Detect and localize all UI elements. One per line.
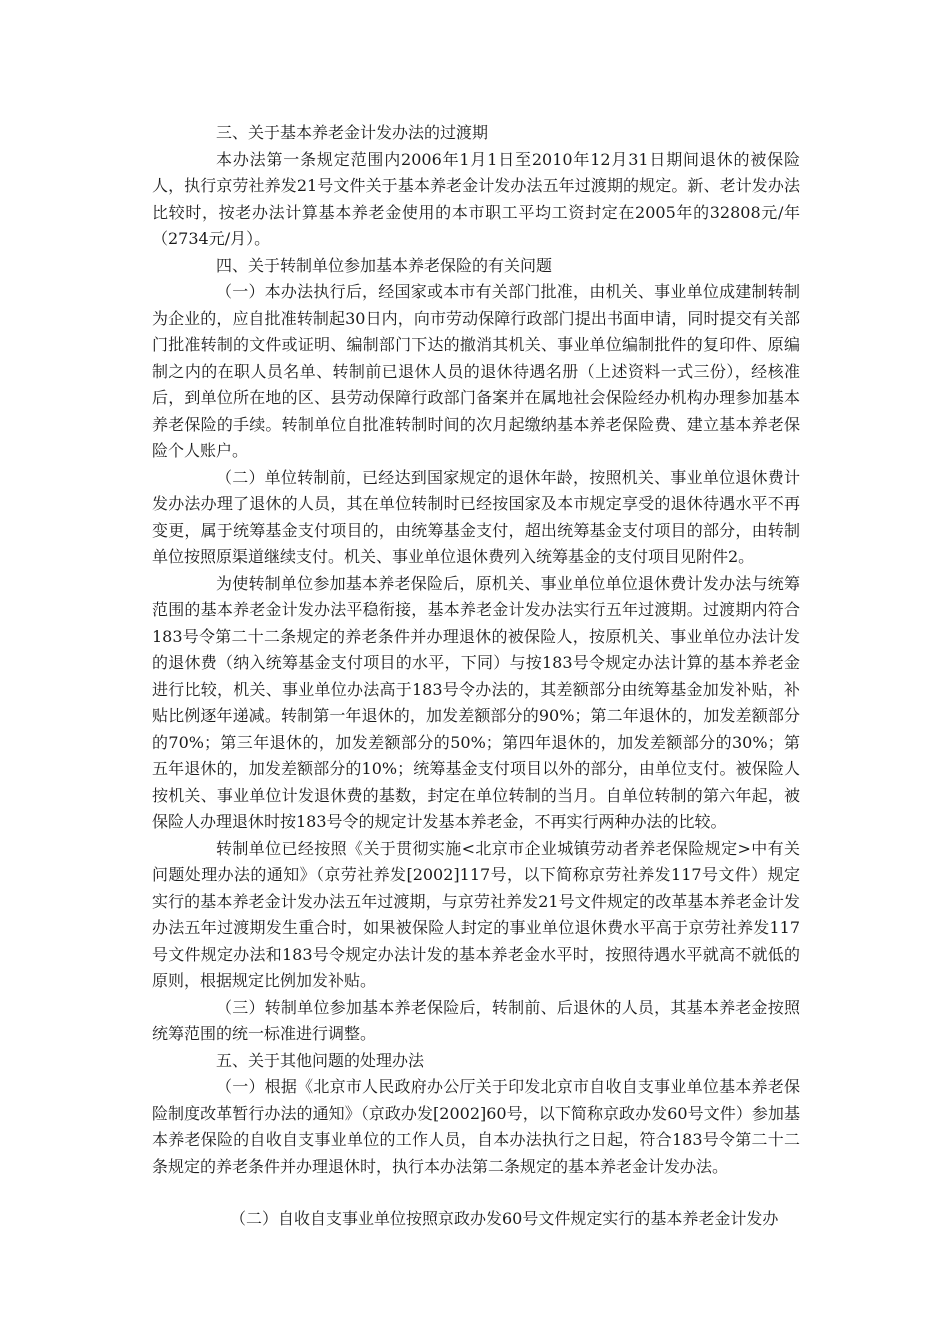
paragraph: （三）转制单位参加基本养老保险后，转制前、后退休的人员，其基本养老金按照统筹范围的统一标准进行调整。: [152, 997, 800, 1043]
paragraph: （一）根据《北京市人民政府办公厅关于印发北京市自收自支事业单位基本养老保险制度改革暂行办法的通知》（京政办发[2002]60号，以下简称京政办发60号文件）参加基本养老保险的自收自支事业单位的工作人员，自本办法执行之日起，符合183号令第二十二条规定的养老条件并办理退休时，执行本办法第二条规定的基本养老金计发办法。: [152, 1077, 800, 1176]
paragraph: 转制单位已经按照《关于贯彻实施<北京市企业城镇劳动者养老保险规定>中有关问题处理办法的通知》（京劳社养发[2002]117号，以下简称京劳社养发117号文件）规定实行的基本养老金计发办法五年过渡期，与京劳社养发21号文件规定的改革基本养老金计发办法五年过渡期发生重合时，如果被保险人封定的事业单位退休费水平高于京劳社养发117号文件规定办法和183号令规定办法计发的基本养老金水平时，按照待遇水平就高不就低的原则，根据规定比例加发补贴。: [152, 838, 800, 990]
section-heading-3: 三、关于基本养老金计发办法的过渡期: [216, 123, 489, 142]
section-heading-4: 四、关于转制单位参加基本养老保险的有关问题: [216, 255, 553, 275]
section-heading-5: 五、关于其他问题的处理办法: [216, 1050, 425, 1070]
paragraph-continued: （二）自收自支事业单位按照京政办发60号文件规定实行的基本养老金计发办: [230, 1209, 779, 1228]
paragraph: （一）本办法执行后，经国家或本市有关部门批准，由机关、事业单位成建制转制为企业的，应自批准转制起30日内，向市劳动保障行政部门提出书面申请，同时提交有关部门批准转制的文件或证明、编制部门下达的撤消其机关、事业单位编制批件的复印件、原编制之内的在职人员名单、转制前已退休人员的退休待遇名册（上述资料一式三份），经核准后，到单位所在地的区、县劳动保障行政部门备案并在属地社会保险经办机构办理参加基本养老保险的手续。转制单位自批准转制时间的次月起缴纳基本养老保险费、建立基本养老保险个人账户。: [152, 282, 800, 460]
paragraph-gap: [152, 1180, 800, 1206]
paragraph: （二）单位转制前，已经达到国家规定的退休年龄，按照机关、事业单位退休费计发办法办理了退休的人员，其在单位转制时已经按国家及本市规定享受的退休待遇水平不再变更，属于统筹基金支付项目的，由统筹基金支付，超出统筹基金支付项目的部分，由转制单位按照原渠道继续支付。机关、事业单位退休费列入统筹基金的支付项目见附件2。: [152, 467, 800, 566]
paragraph: 本办法第一条规定范围内2006年1月1日至2010年12月31日期间退休的被保险人，执行京劳社养发21号文件关于基本养老金计发办法五年过渡期的规定。新、老计发办法比较时，按老办法计算基本养老金使用的本市职工平均工资封定在2005年的32808元/年（2734元/月）。: [152, 149, 800, 248]
document-body: [152, 120, 800, 1233]
paragraph: 为使转制单位参加基本养老保险后，原机关、事业单位单位退休费计发办法与统筹范围的基本养老金计发办法平稳衔接，基本养老金计发办法实行五年过渡期。过渡期内符合183号令第二十二条规定的养老条件并办理退休的被保险人，按原机关、事业单位办法计发的退休费（纳入统筹基金支付项目的水平，下同）与按183号令规定办法计算的基本养老金进行比较，机关、事业单位办法高于183号令办法的，其差额部分由统筹基金加发补贴，补贴比例逐年递减。转制第一年退休的，加发差额部分的90%；第二年退休的，加发差额部分的70%；第三年退休的，加发差额部分的50%；第四年退休的，加发差额部分的30%；第五年退休的，加发差额部分的10%；统筹基金支付项目以外的部分，由单位支付。被保险人按机关、事业单位计发退休费的基数，封定在单位转制的当月。自单位转制的第六年起，被保险人办理退休时按183号令的规定计发基本养老金，不再实行两种办法的比较。: [152, 573, 800, 831]
